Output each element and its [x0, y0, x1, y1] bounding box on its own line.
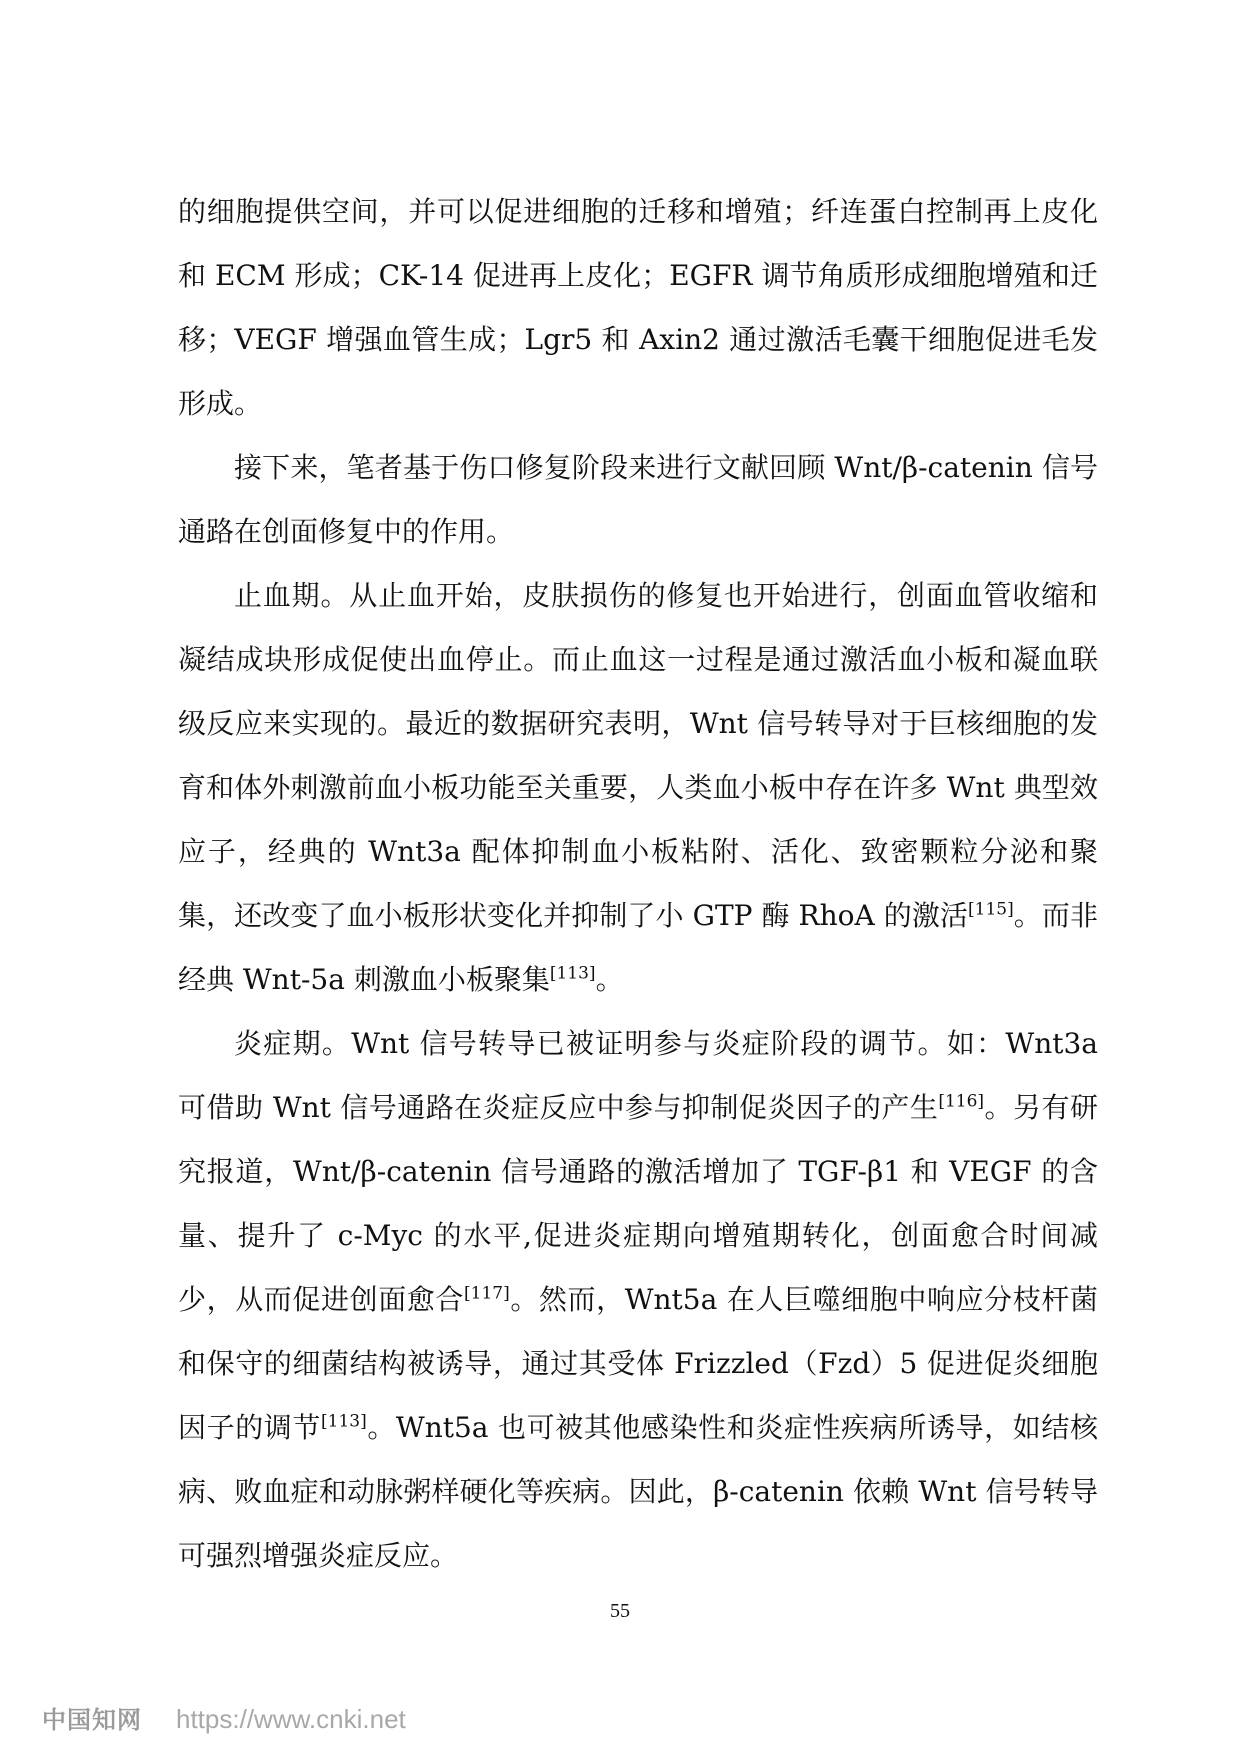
- citation-marker: [113]: [549, 963, 596, 984]
- paragraph-text: 。另有研究报道，Wnt/β-catenin 信号通路的激活增加了 TGF-β1 和 VEGF 的含量、提升了 c-Myc 的水平,促进炎症期向增殖期转化，创面愈合时间减少，从而促进创面愈合: [178, 1091, 1098, 1316]
- paragraph-text: 的细胞提供空间，并可以促进细胞的迁移和增殖；纤连蛋白控制再上皮化和 ECM 形成；CK-14 促进再上皮化；EGFR 调节角质形成细胞增殖和迁移；VEGF 增强血管生成；Lgr5 和 Axin2 通过激活毛囊干细胞促进毛发形成。: [178, 195, 1098, 420]
- paragraph-text: 。然而，Wnt5a 在人巨噬细胞中响应分枝杆菌和保守的细菌结构被诱导，通过其受体 Frizzled（Fzd）5 促进促炎细胞因子的调节: [178, 1283, 1098, 1444]
- paragraph: [178, 180, 1098, 436]
- paragraph-text: 炎症期。Wnt 信号转导已被证明参与炎症阶段的调节。如：Wnt3a 可借助 Wnt 信号通路在炎症反应中参与抑制促炎因子的产生: [178, 1027, 1098, 1124]
- body-text: [178, 180, 1098, 1588]
- citation-marker: [113]: [321, 1411, 367, 1432]
- citation-marker: [117]: [464, 1283, 510, 1304]
- footer: [42, 1700, 406, 1735]
- footer-url[interactable]: https://www.cnki.net: [176, 1704, 406, 1734]
- paragraph-text: 止血期。从止血开始，皮肤损伤的修复也开始进行，创面血管收缩和凝结成块形成促使出血停止。而止血这一过程是通过激活血小板和凝血联级反应来实现的。最近的数据研究表明，Wnt 信号转导对于巨核细胞的发育和体外刺激前血小板功能至关重要，人类血小板中存在许多 Wnt 典型效应子，经典的 Wnt3a 配体抑制血小板粘附、活化、致密颗粒分泌和聚集，还改变了血小板形状变化并抑制了小 GTP 酶 RhoA 的激活: [178, 579, 1098, 932]
- cnki-logo: 中国知网: [42, 1706, 142, 1734]
- paragraph: [178, 436, 1098, 564]
- citation-marker: [116]: [938, 1091, 985, 1112]
- paragraph-text: 。而非经典 Wnt-5a 刺激血小板聚集: [178, 899, 1098, 996]
- paragraph-text: 。: [595, 963, 624, 996]
- page-number: 55: [610, 1600, 630, 1622]
- paragraph-text: 。Wnt5a 也可被其他感染性和炎症性疾病所诱导，如结核病、败血症和动脉粥样硬化等疾病。因此，β-catenin 依赖 Wnt 信号转导可强烈增强炎症反应。: [178, 1411, 1098, 1572]
- citation-marker: [115]: [968, 899, 1014, 920]
- paragraph-text: 接下来，笔者基于伤口修复阶段来进行文献回顾 Wnt/β-catenin 信号通路在创面修复中的作用。: [178, 451, 1098, 548]
- paragraph: [178, 1012, 1098, 1588]
- paragraph: [178, 564, 1098, 1012]
